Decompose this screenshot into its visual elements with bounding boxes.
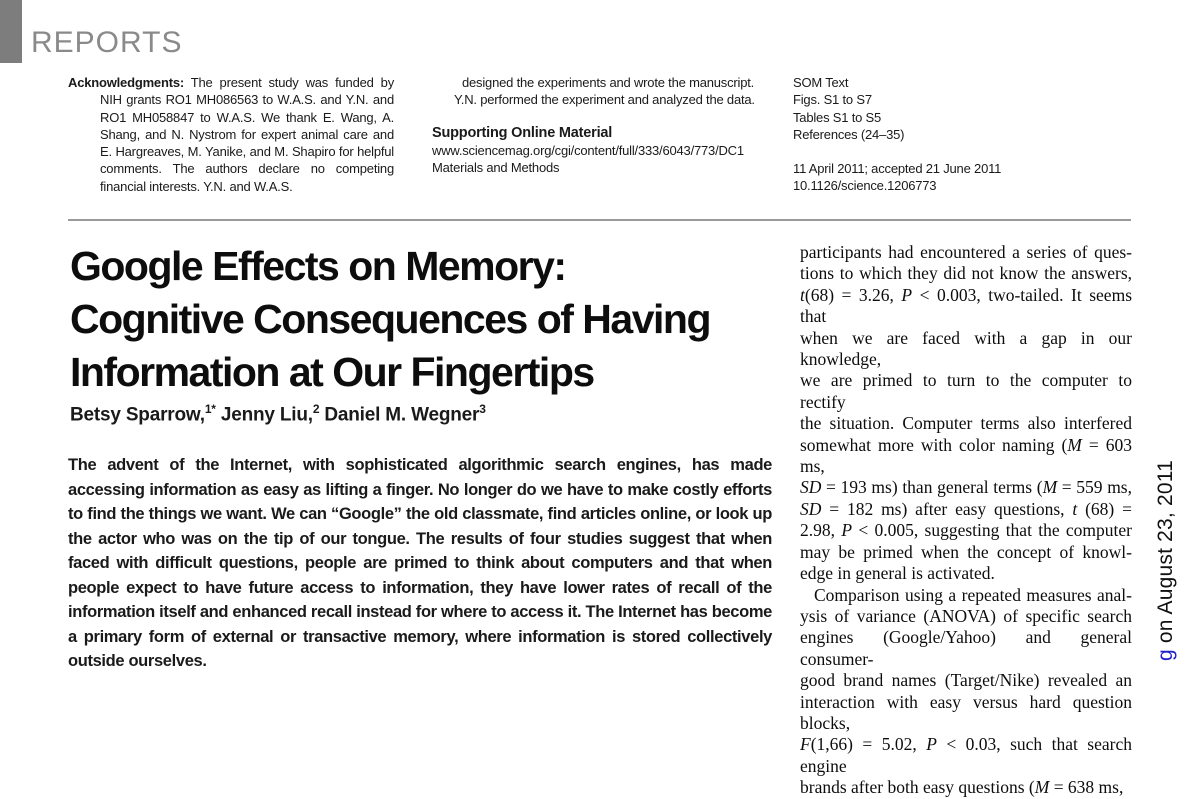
article-authors [70,402,486,426]
list-line: 11 April 2011; accepted 21 June 2011 [793,161,1002,177]
body-text-line: brands after both easy questions (M = 638 ms, [800,777,1124,798]
list-line: Figs. S1 to S7 [793,92,872,108]
list-line: SOM Text [793,75,849,90]
som-first-item: Materials and Methods [432,160,560,176]
author-contributions-text: designed the experiments and wrote the manuscript. Y.N. performed the experiment and analyzed the data. [454,75,755,108]
body-text-line: we are primed to turn to the computer to rectify [800,370,1132,412]
body-text-line: the situation. Computer terms also interfered [800,413,1132,434]
author-name: Jenny Liu, [215,404,313,426]
body-text-line: good brand names (Target/Nike) revealed an [800,670,1132,691]
body-text-line: interaction with easy versus hard question blocks, [800,691,1132,733]
body-text-column [800,242,1132,799]
body-text-line: when we are faced with a gap in our knowledge, [800,327,1132,370]
title-line: Cognitive Consequences of Having [70,296,710,342]
body-text-line: edge in general is activated. [800,563,995,584]
download-date-sidebar [1154,460,1178,661]
link-fragment: g [1154,643,1177,661]
body-text-line: may be primed when the concept of knowl- [800,541,1132,562]
som-items-column [793,74,1123,195]
body-text-line: somewhat more with color naming (M = 603 ms, [800,434,1132,477]
section-corner-block [0,0,22,63]
horizontal-rule [68,219,1131,221]
acknowledgments-text: The present study was funded by NIH grants RO1 MH086563 to W.A.S. and Y.N. and RO1 MH058847 to W.A.S. We thank E. Wang, A. Shang, and N. Nystrom for expert animal care and E. Hargreaves, M. Yanike, and M. Shapiro for helpful comments. The authors declare no competing financial interests. Y.N. and W.A.S. [100,75,394,194]
som-url: www.sciencemag.org/cgi/content/full/333/6043/773/DC1 [432,142,744,158]
body-text-line: SD = 193 ms) than general terms (M = 559 ms, [800,477,1132,498]
author-affiliation-superscript: 1* [204,402,216,416]
acknowledgments-paragraph [68,74,394,195]
body-text-line: participants had encountered a series of ques- [800,242,1132,262]
author-name: Daniel M. Wegner [319,404,480,426]
list-line: 10.1126/science.1206773 [793,178,937,194]
acknowledgments-label: Acknowledgments: [68,75,184,90]
list-line: Tables S1 to S5 [793,109,882,125]
body-text-line: SD = 182 ms) after easy questions, t (68) = [800,498,1132,519]
title-line: Information at Our Fingertips [70,349,594,395]
acknowledgments-column [68,74,394,195]
som-column [432,74,768,176]
body-text-line: tions to which they did not know the answers, [800,263,1132,284]
body-text-line: ysis of variance (ANOVA) of specific search [800,605,1132,626]
som-heading: Supporting Online Material [432,124,613,141]
body-text-line: Comparison using a repeated measures anal- [814,584,1132,605]
body-text-line: F(1,66) = 5.02, P < 0.03, such that search engine [800,734,1132,776]
title-line: Google Effects on Memory: [70,243,566,289]
article-title [70,240,710,399]
body-text-line: t(68) = 3.26, P < 0.003, two-tailed. It seems that [800,284,1132,327]
history-list [793,160,1123,195]
body-text-line: 2.98, P < 0.005, suggesting that the computer [800,520,1132,541]
list-line: References (24–35) [793,126,905,142]
author-affiliation-superscript: 2 [312,402,320,416]
download-date-text: on August 23, 2011 [1154,460,1177,644]
section-title: REPORTS [31,26,183,59]
body-text-line: engines (Google/Yahoo) and general consumer- [800,627,1132,669]
author-name: Betsy Sparrow, [70,404,205,426]
som-items-list [793,74,1123,143]
author-affiliation-superscript: 3 [479,402,486,416]
article-abstract: The advent of the Internet, with sophisticated algorithmic search engines, has made accessing information as easy as lifting a finger. No longer do we have to make costly efforts to find the things we want. We can “Google” the old classmate, find articles online, or look up the actor who was on the tip of our tongue. The results of four studies suggest that when faced with difficult questions, people are primed to think about computers and that when people expect to have future access to information, they have lower rates of recall of the information itself and enhanced recall instead for where to access it. The Internet has become a primary form of external or transactive memory, where information is stored collectively outside ourselves. [68,456,772,670]
